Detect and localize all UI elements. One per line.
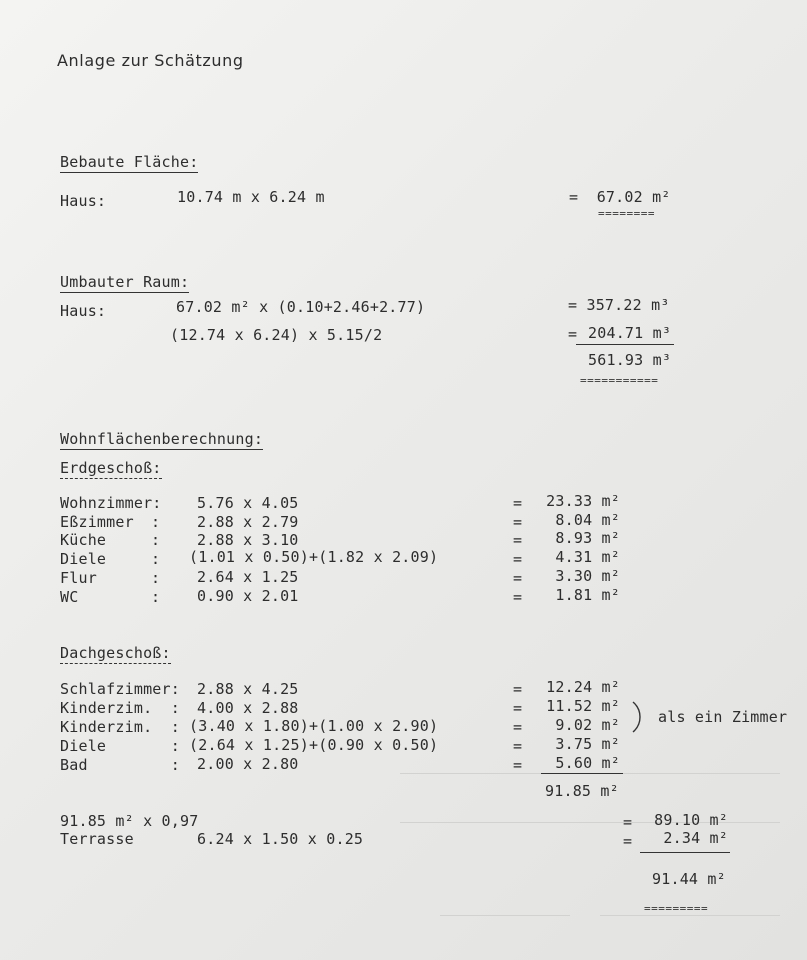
eg-row-colon: : xyxy=(151,550,161,568)
umbauter-calc-2: (12.74 x 6.24) x 5.15/2 xyxy=(170,326,383,344)
eg-row-colon: : xyxy=(151,531,161,549)
dg-row-name: Diele : xyxy=(60,737,180,755)
eg-row-name: Eßzimmer xyxy=(60,513,134,531)
final-double-underline: ========= xyxy=(644,902,709,915)
section-heading-bebaute-flaeche: Bebaute Fläche: xyxy=(60,153,199,171)
umbauter-label: Haus: xyxy=(60,302,107,320)
final-line1-eq: = xyxy=(623,813,633,831)
eg-row-calc: (1.01 x 0.50)+(1.82 x 2.09) xyxy=(189,548,439,566)
eg-row-calc: 2.88 x 3.10 xyxy=(197,531,299,549)
dg-row-value: 9.02 m² xyxy=(555,716,620,734)
dg-row-eq: = xyxy=(513,737,523,755)
dg-row-value: 5.60 m² xyxy=(555,754,620,772)
umbauter-calc-1: 67.02 m² x (0.10+2.46+2.77) xyxy=(176,298,426,316)
final-line2-value: 2.34 m² xyxy=(663,829,728,847)
eg-row-calc: 5.76 x 4.05 xyxy=(197,494,299,512)
bebaute-label: Haus: xyxy=(60,192,107,210)
dg-row-name: Kinderzim. : xyxy=(60,699,180,717)
dg-row-value: 12.24 m² xyxy=(546,678,620,696)
final-line1-value: 89.10 m² xyxy=(654,811,728,829)
bebaute-calc: 10.74 m x 6.24 m xyxy=(177,188,325,206)
umbauter-result-1: = 357.22 m³ xyxy=(568,296,670,314)
eg-row-eq: = xyxy=(513,513,523,531)
page-title: Anlage zur Schätzung xyxy=(57,51,244,70)
eg-row-colon: : xyxy=(151,513,161,531)
eg-row-name: Küche xyxy=(60,531,107,549)
eg-row-eq: = xyxy=(513,569,523,587)
eg-row-value: 3.30 m² xyxy=(555,567,620,585)
eg-row-value: 1.81 m² xyxy=(555,586,620,604)
dg-row-calc: 4.00 x 2.88 xyxy=(197,699,299,717)
eg-row-name: WC xyxy=(60,588,79,606)
eg-row-eq: = xyxy=(513,588,523,606)
subheading-dachgeschoss: Dachgeschoß: xyxy=(60,644,171,662)
section-heading-wohnflaeche: Wohnflächenberechnung: xyxy=(60,430,264,448)
eg-row-eq: = xyxy=(513,494,523,512)
dg-row-name: Schlafzimmer: xyxy=(60,680,180,698)
umbauter-total: 561.93 m³ xyxy=(588,351,672,369)
umbauter-result-2: 204.71 m³ xyxy=(588,324,672,342)
final-sum-line xyxy=(640,852,730,853)
dg-note: als ein Zimmer xyxy=(658,708,788,726)
bebaute-double-underline: ======== xyxy=(598,207,655,220)
eg-row-calc: 0.90 x 2.01 xyxy=(197,587,299,605)
eg-row-calc: 2.64 x 1.25 xyxy=(197,568,299,586)
dg-row-calc: 2.88 x 4.25 xyxy=(197,680,299,698)
dg-row-eq: = xyxy=(513,699,523,717)
bleed-line xyxy=(440,915,570,916)
eg-row-colon: : xyxy=(151,588,161,606)
eg-row-value: 8.04 m² xyxy=(555,511,620,529)
dg-row-calc: (2.64 x 1.25)+(0.90 x 0.50) xyxy=(189,736,439,754)
final-total: 91.44 m² xyxy=(652,870,726,888)
final-line2-eq: = xyxy=(623,832,633,850)
eg-row-eq: = xyxy=(513,531,523,549)
umbauter-sum-line xyxy=(576,344,674,345)
subheading-erdgeschoss: Erdgeschoß: xyxy=(60,459,162,477)
umbauter-result-2-eq: = xyxy=(568,325,578,343)
dg-row-name: Kinderzim. : xyxy=(60,718,180,736)
dg-row-value: 11.52 m² xyxy=(546,697,620,715)
umbauter-double-underline: =========== xyxy=(580,374,659,387)
eg-row-calc: 2.88 x 2.79 xyxy=(197,513,299,531)
eg-row-eq: = xyxy=(513,550,523,568)
bleed-line xyxy=(600,915,780,916)
dg-row-eq: = xyxy=(513,756,523,774)
dg-total: 91.85 m² xyxy=(545,782,619,800)
dg-row-name: Bad : xyxy=(60,756,180,774)
eg-row-value: 8.93 m² xyxy=(555,529,620,547)
final-line2-calc: 6.24 x 1.50 x 0.25 xyxy=(197,830,364,848)
bebaute-result: = 67.02 m² xyxy=(569,188,671,206)
eg-row-value: 4.31 m² xyxy=(555,548,620,566)
bracket-icon xyxy=(630,700,644,734)
eg-row-colon: : xyxy=(151,569,161,587)
dg-sum-line xyxy=(541,773,623,774)
dg-row-eq: = xyxy=(513,680,523,698)
eg-row-value: 23.33 m² xyxy=(546,492,620,510)
eg-row-name: Flur xyxy=(60,569,97,587)
section-heading-umbauter-raum: Umbauter Raum: xyxy=(60,273,190,291)
final-line1-calc: 91.85 m² x 0,97 xyxy=(60,812,199,830)
dg-row-value: 3.75 m² xyxy=(555,735,620,753)
dg-row-eq: = xyxy=(513,718,523,736)
dg-row-calc: 2.00 x 2.80 xyxy=(197,755,299,773)
dg-row-calc: (3.40 x 1.80)+(1.00 x 2.90) xyxy=(189,717,439,735)
eg-row-name: Wohnzimmer: xyxy=(60,494,162,512)
eg-row-name: Diele xyxy=(60,550,107,568)
final-line2-label: Terrasse xyxy=(60,830,134,848)
